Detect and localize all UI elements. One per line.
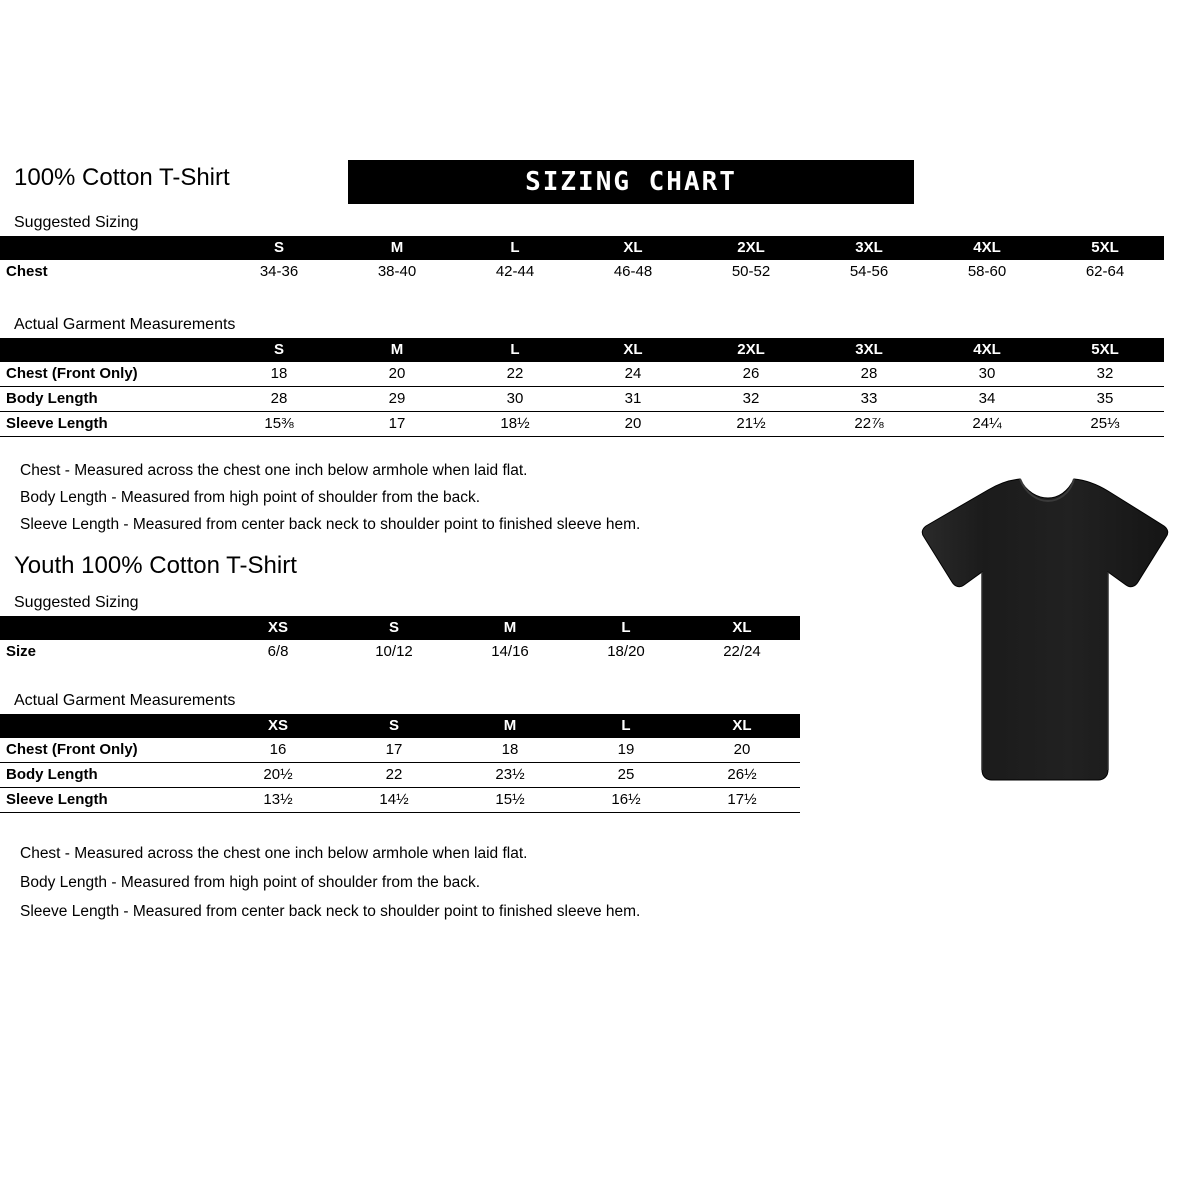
row-label: Chest (Front Only) <box>6 741 138 758</box>
youth-note-chest: Chest - Measured across the chest one inch below armhole when laid flat. <box>20 845 528 862</box>
cell: 17½ <box>727 791 757 808</box>
cell: 54-56 <box>849 263 889 280</box>
cell: 15⅜ <box>264 415 294 432</box>
cell: 18 <box>270 365 288 382</box>
cell: 50-52 <box>731 263 771 280</box>
column-header: 5XL <box>1091 341 1119 358</box>
cell: 35 <box>1096 390 1114 407</box>
column-header: M <box>390 341 404 358</box>
column-header: 2XL <box>737 341 765 358</box>
column-header: L <box>510 341 520 358</box>
column-header: M <box>390 239 404 256</box>
cell: 22 <box>385 766 403 783</box>
column-header: 2XL <box>737 239 765 256</box>
table-header-row <box>0 616 800 640</box>
cell: 14½ <box>379 791 409 808</box>
adult-suggested-sizing-table <box>0 236 1164 284</box>
column-header: L <box>510 239 520 256</box>
cell: 23½ <box>495 766 525 783</box>
cell: 25 <box>617 766 635 783</box>
column-header: L <box>621 717 631 734</box>
cell: 22 <box>506 365 524 382</box>
page-title: 100% Cotton T-Shirt <box>14 164 230 191</box>
sizing-chart-banner <box>348 160 914 204</box>
cell: 34 <box>978 390 996 407</box>
table-row <box>0 738 800 763</box>
youth-section-title: Youth 100% Cotton T-Shirt <box>14 552 297 579</box>
adult-suggested-sizing-label: Suggested Sizing <box>14 214 139 231</box>
youth-actual-measurements-label: Actual Garment Measurements <box>14 692 236 709</box>
youth-suggested-sizing-label: Suggested Sizing <box>14 594 139 611</box>
row-label: Chest (Front Only) <box>6 365 138 382</box>
cell: 15½ <box>495 791 525 808</box>
column-header: XL <box>623 239 643 256</box>
cell: 42-44 <box>495 263 535 280</box>
table-row <box>0 362 1164 387</box>
cell: 19 <box>617 741 635 758</box>
table-header-row <box>0 338 1164 362</box>
cell: 18½ <box>500 415 530 432</box>
column-header: S <box>273 239 284 256</box>
cell: 38-40 <box>377 263 417 280</box>
cell: 16½ <box>611 791 641 808</box>
cell: 30 <box>506 390 524 407</box>
column-header: XL <box>623 341 643 358</box>
column-header: S <box>388 619 399 636</box>
column-header <box>0 616 220 640</box>
adult-note-body-length: Body Length - Measured from high point of shoulder from the back. <box>20 489 481 506</box>
row-label: Body Length <box>6 390 98 407</box>
table-row <box>0 788 800 813</box>
cell: 34-36 <box>259 263 299 280</box>
tshirt-illustration <box>880 470 1180 810</box>
table-header-row <box>0 714 800 738</box>
tshirt-icon <box>880 470 1180 810</box>
cell: 22⅞ <box>854 415 884 432</box>
cell: 46-48 <box>613 263 653 280</box>
youth-actual-measurements-table <box>0 714 800 813</box>
cell: 28 <box>860 365 878 382</box>
cell: 26 <box>742 365 760 382</box>
cell: 58-60 <box>967 263 1007 280</box>
column-header: 5XL <box>1091 239 1119 256</box>
cell: 17 <box>388 415 406 432</box>
column-header: XS <box>267 619 288 636</box>
cell: 28 <box>270 390 288 407</box>
column-header: S <box>273 341 284 358</box>
title-row <box>14 160 1186 204</box>
cell: 17 <box>385 741 403 758</box>
row-label: Sleeve Length <box>6 791 108 808</box>
cell: 18 <box>501 741 519 758</box>
cell: 13½ <box>263 791 293 808</box>
cell: 20 <box>624 415 642 432</box>
cell: 29 <box>388 390 406 407</box>
column-header: 4XL <box>973 341 1001 358</box>
column-header: XL <box>732 717 752 734</box>
cell: 25⅓ <box>1090 415 1120 432</box>
column-header: L <box>621 619 631 636</box>
cell: 20½ <box>263 766 293 783</box>
column-header: 3XL <box>855 341 883 358</box>
youth-note-sleeve-length: Sleeve Length - Measured from center back neck to shoulder point to finished sleeve hem. <box>20 903 641 920</box>
table-row <box>0 412 1164 437</box>
cell: 14/16 <box>491 643 529 660</box>
column-header: 4XL <box>973 239 1001 256</box>
row-label: Size <box>6 643 37 660</box>
cell: 22/24 <box>723 643 761 660</box>
table-row <box>0 640 800 664</box>
row-label: Chest <box>6 263 48 280</box>
cell: 33 <box>860 390 878 407</box>
cell: 32 <box>742 390 760 407</box>
adult-note-sleeve-length: Sleeve Length - Measured from center back neck to shoulder point to finished sleeve hem. <box>20 516 641 533</box>
table-row <box>0 763 800 788</box>
column-header <box>0 236 220 260</box>
cell: 31 <box>624 390 642 407</box>
cell: 18/20 <box>607 643 645 660</box>
cell: 62-64 <box>1085 263 1125 280</box>
cell: 21½ <box>736 415 766 432</box>
cell: 20 <box>733 741 751 758</box>
table-row <box>0 387 1164 412</box>
table-header-row <box>0 236 1164 260</box>
row-label: Sleeve Length <box>6 415 108 432</box>
cell: 30 <box>978 365 996 382</box>
cell: 20 <box>388 365 406 382</box>
cell: 6/8 <box>267 643 289 660</box>
youth-note-body-length: Body Length - Measured from high point of shoulder from the back. <box>20 874 481 891</box>
column-header: M <box>503 619 517 636</box>
adult-note-chest: Chest - Measured across the chest one inch below armhole when laid flat. <box>20 462 528 479</box>
cell: 10/12 <box>375 643 413 660</box>
adult-actual-measurements-table <box>0 338 1164 437</box>
table-row <box>0 260 1164 284</box>
adult-actual-measurements-label: Actual Garment Measurements <box>14 316 236 333</box>
cell: 32 <box>1096 365 1114 382</box>
column-header: S <box>388 717 399 734</box>
column-header: M <box>503 717 517 734</box>
cell: 24 <box>624 365 642 382</box>
row-label: Body Length <box>6 766 98 783</box>
column-header <box>0 714 220 738</box>
youth-suggested-sizing-table <box>0 616 800 664</box>
cell: 24¼ <box>972 415 1002 432</box>
column-header: XL <box>732 619 752 636</box>
sizing-chart-banner-label: SIZING CHART <box>525 167 737 197</box>
cell: 26½ <box>727 766 757 783</box>
cell: 16 <box>269 741 287 758</box>
column-header <box>0 338 220 362</box>
column-header: 3XL <box>855 239 883 256</box>
column-header: XS <box>267 717 288 734</box>
